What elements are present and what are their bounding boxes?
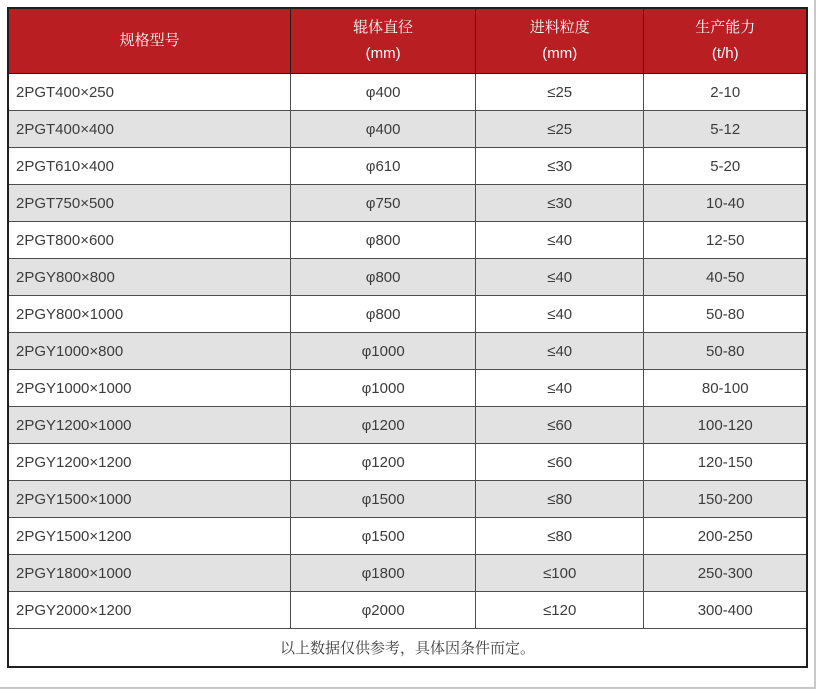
capacity-cell: 5-12 bbox=[644, 111, 807, 148]
feed-size-cell: ≤30 bbox=[475, 185, 644, 222]
roller-diameter-cell: φ610 bbox=[291, 148, 476, 185]
column-title: 生产能力 bbox=[695, 19, 756, 36]
capacity-cell: 50-80 bbox=[644, 296, 807, 333]
table-row bbox=[8, 555, 807, 592]
roller-diameter-cell: φ1000 bbox=[291, 333, 476, 370]
model-cell: 2PGY800×1000 bbox=[8, 296, 291, 333]
feed-size-cell: ≤120 bbox=[475, 592, 644, 629]
table-row bbox=[8, 481, 807, 518]
model-cell: 2PGY1000×800 bbox=[8, 333, 291, 370]
table-row bbox=[8, 370, 807, 407]
table-row bbox=[8, 296, 807, 333]
roller-diameter-cell: φ2000 bbox=[291, 592, 476, 629]
table-footer bbox=[8, 629, 807, 668]
column-header-3 bbox=[475, 8, 644, 74]
roller-diameter-cell: φ1500 bbox=[291, 481, 476, 518]
roller-diameter-cell: φ400 bbox=[291, 111, 476, 148]
capacity-cell: 2-10 bbox=[644, 74, 807, 111]
column-title: 辊体直径 bbox=[353, 19, 414, 36]
roller-diameter-cell: φ800 bbox=[291, 296, 476, 333]
table-row bbox=[8, 148, 807, 185]
model-cell: 2PGT800×600 bbox=[8, 222, 291, 259]
feed-size-cell: ≤40 bbox=[475, 333, 644, 370]
header-row bbox=[8, 8, 807, 74]
model-cell: 2PGY1200×1200 bbox=[8, 444, 291, 481]
model-cell: 2PGY1200×1000 bbox=[8, 407, 291, 444]
roller-diameter-cell: φ1200 bbox=[291, 407, 476, 444]
roller-diameter-cell: φ1800 bbox=[291, 555, 476, 592]
feed-size-cell: ≤40 bbox=[475, 296, 644, 333]
feed-size-cell: ≤60 bbox=[475, 444, 644, 481]
feed-size-cell: ≤80 bbox=[475, 481, 644, 518]
column-unit: (mm) bbox=[365, 45, 401, 62]
column-unit: (mm) bbox=[542, 45, 578, 62]
model-cell: 2PGT750×500 bbox=[8, 185, 291, 222]
table-row bbox=[8, 259, 807, 296]
feed-size-cell: ≤40 bbox=[475, 370, 644, 407]
feed-size-cell: ≤25 bbox=[475, 74, 644, 111]
table-body bbox=[8, 74, 807, 629]
roller-diameter-cell: φ800 bbox=[291, 222, 476, 259]
feed-size-cell: ≤30 bbox=[475, 148, 644, 185]
table-row bbox=[8, 185, 807, 222]
table-row bbox=[8, 111, 807, 148]
model-cell: 2PGY800×800 bbox=[8, 259, 291, 296]
capacity-cell: 120-150 bbox=[644, 444, 807, 481]
column-header-4 bbox=[644, 8, 807, 74]
feed-size-cell: ≤40 bbox=[475, 222, 644, 259]
model-cell: 2PGY1000×1000 bbox=[8, 370, 291, 407]
model-cell: 2PGY1500×1200 bbox=[8, 518, 291, 555]
capacity-cell: 80-100 bbox=[644, 370, 807, 407]
feed-size-cell: ≤80 bbox=[475, 518, 644, 555]
feed-size-cell: ≤25 bbox=[475, 111, 644, 148]
capacity-cell: 100-120 bbox=[644, 407, 807, 444]
capacity-cell: 250-300 bbox=[644, 555, 807, 592]
capacity-cell: 12-50 bbox=[644, 222, 807, 259]
table-row bbox=[8, 592, 807, 629]
feed-size-cell: ≤40 bbox=[475, 259, 644, 296]
column-header-2 bbox=[291, 8, 476, 74]
column-header-1 bbox=[8, 8, 291, 74]
table-row bbox=[8, 222, 807, 259]
capacity-cell: 10-40 bbox=[644, 185, 807, 222]
capacity-cell: 40-50 bbox=[644, 259, 807, 296]
roller-diameter-cell: φ400 bbox=[291, 74, 476, 111]
table-row bbox=[8, 518, 807, 555]
roller-diameter-cell: φ1200 bbox=[291, 444, 476, 481]
capacity-cell: 5-20 bbox=[644, 148, 807, 185]
model-cell: 2PGT610×400 bbox=[8, 148, 291, 185]
table-row bbox=[8, 407, 807, 444]
column-title: 规格型号 bbox=[119, 32, 180, 49]
capacity-cell: 50-80 bbox=[644, 333, 807, 370]
model-cell: 2PGT400×400 bbox=[8, 111, 291, 148]
model-cell: 2PGT400×250 bbox=[8, 74, 291, 111]
capacity-cell: 150-200 bbox=[644, 481, 807, 518]
table-row bbox=[8, 333, 807, 370]
column-unit: (t/h) bbox=[711, 45, 739, 62]
feed-size-cell: ≤60 bbox=[475, 407, 644, 444]
spec-table bbox=[7, 7, 808, 668]
table-row bbox=[8, 74, 807, 111]
footer-note: 以上数据仅供参考，具体因条件而定。 bbox=[8, 629, 807, 668]
capacity-cell: 200-250 bbox=[644, 518, 807, 555]
feed-size-cell: ≤100 bbox=[475, 555, 644, 592]
footer-row bbox=[8, 629, 807, 668]
roller-diameter-cell: φ1000 bbox=[291, 370, 476, 407]
roller-diameter-cell: φ800 bbox=[291, 259, 476, 296]
roller-diameter-cell: φ750 bbox=[291, 185, 476, 222]
capacity-cell: 300-400 bbox=[644, 592, 807, 629]
model-cell: 2PGY1800×1000 bbox=[8, 555, 291, 592]
column-title: 进料粒度 bbox=[529, 19, 590, 36]
roller-diameter-cell: φ1500 bbox=[291, 518, 476, 555]
table-header bbox=[8, 8, 807, 74]
model-cell: 2PGY1500×1000 bbox=[8, 481, 291, 518]
table-row bbox=[8, 444, 807, 481]
model-cell: 2PGY2000×1200 bbox=[8, 592, 291, 629]
